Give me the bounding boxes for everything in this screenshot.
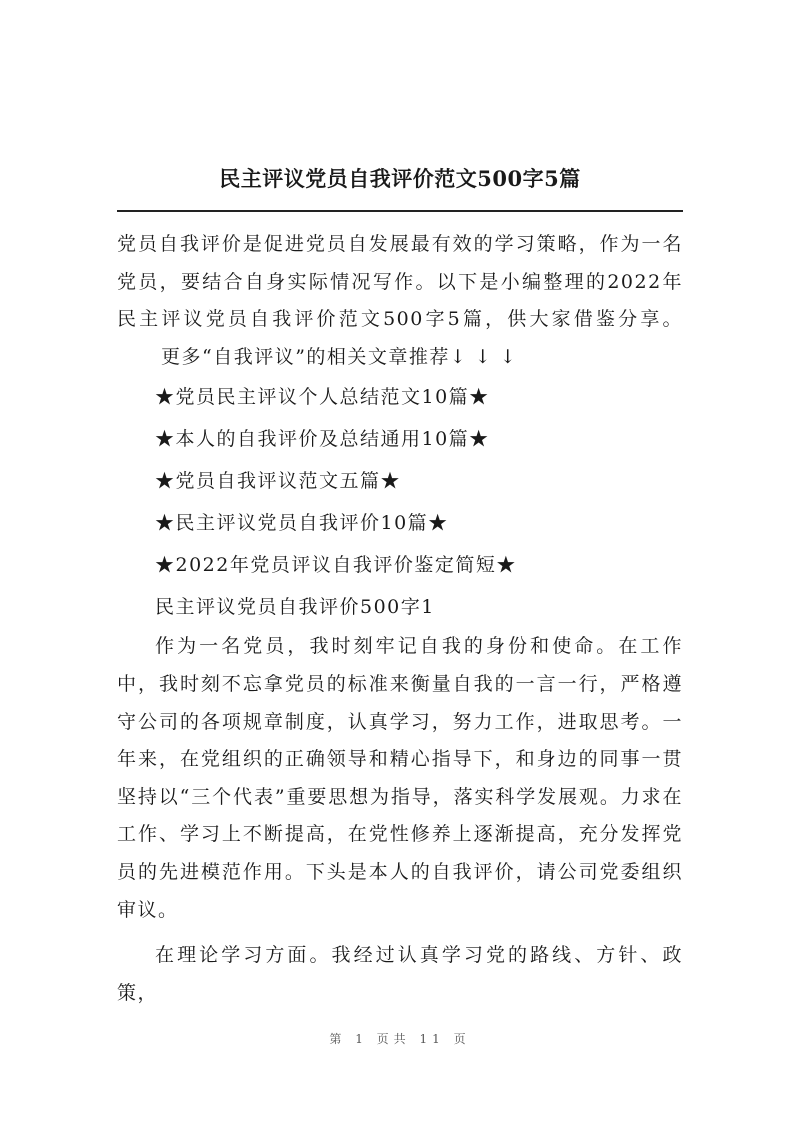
body-paragraph: 在理论学习方面。我经过认真学习党的路线、方针、政策， <box>117 944 683 1004</box>
page-number-footer: 第 1 页共 11 页 <box>329 1032 471 1046</box>
more-articles-text: 更多“自我评议”的相关文章推荐↓ ↓ ↓ <box>161 345 518 368</box>
recommendation-link[interactable]: ★2022年党员评议自我评价鉴定简短★ <box>155 554 517 577</box>
document-title: 民主评议党员自我评价范文500字5篇 <box>219 166 581 191</box>
intro-text: 党员自我评价是促进党员自发展最有效的学习策略，作为一名党员，要结合自身实际情况写作。以下是小编整理的2022年民主评议党员自我评价范文500字5篇，供大家借鉴分享。 <box>117 233 683 331</box>
recommendation-link[interactable]: ★党员民主评议个人总结范文10篇★ <box>155 386 490 409</box>
recommendation-link[interactable]: ★本人的自我评价及总结通用10篇★ <box>155 428 490 451</box>
recommendation-link[interactable]: ★党员自我评议范文五篇★ <box>155 470 402 493</box>
recommendation-link[interactable]: ★民主评议党员自我评价10篇★ <box>155 512 449 535</box>
document-body <box>117 226 683 1012</box>
section-heading: 民主评议党员自我评价500字1 <box>155 596 435 619</box>
body-paragraph: 作为一名党员，我时刻牢记自我的身份和使命。在工作中，我时刻不忘拿党员的标准来衡量自我的一言一行，严格遵守公司的各项规章制度，认真学习，努力工作，进取思考。一年来，在党组织的正确领导和精心指导下，和身边的同事一贯坚持以“三个代表”重要思想为指导，落实科学发展观。力求在工作、学习上不断提高，在党性修养上逐渐提高，充分发挥党员的先进模范作用。下头是本人的自我评价，请公司党委组织审议。 <box>117 635 683 921</box>
title-divider <box>117 210 683 212</box>
intro-paragraph <box>117 226 683 376</box>
